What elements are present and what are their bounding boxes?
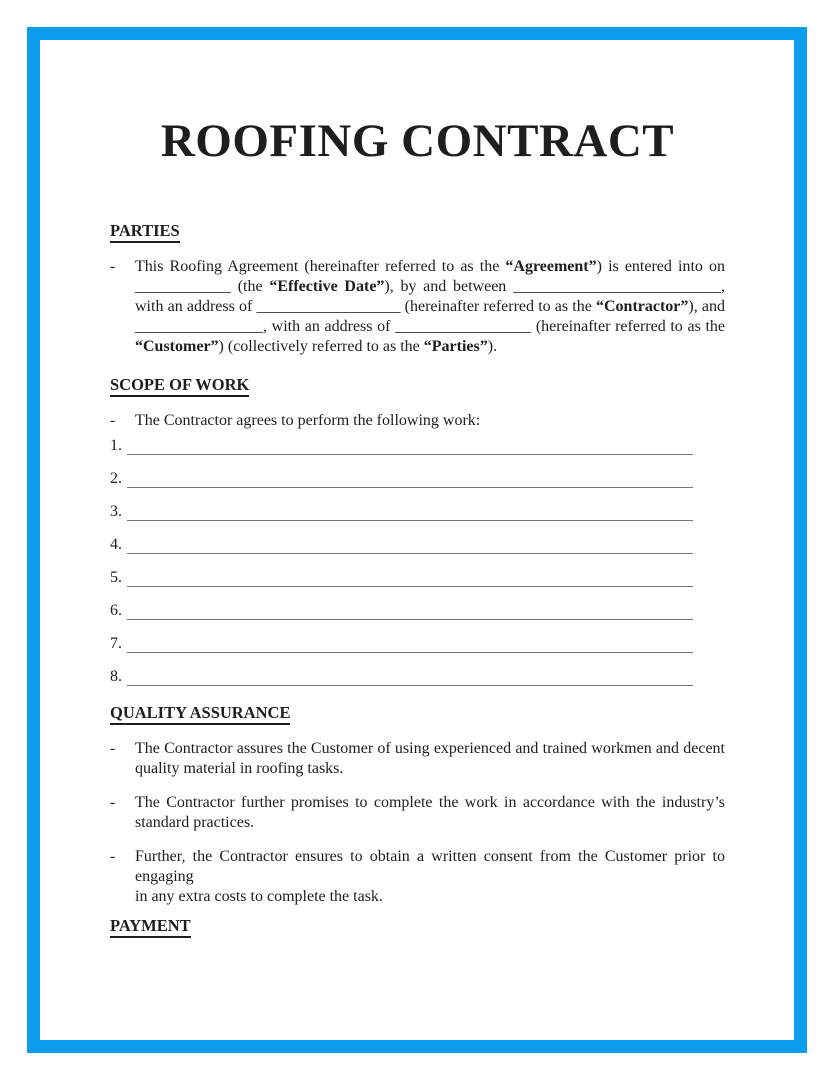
dash-bullet: -: [110, 258, 116, 275]
scope-item-number: 5.: [110, 569, 122, 586]
blank-line: [127, 436, 693, 455]
bullet-text: [135, 793, 725, 833]
bullet-line: quality material in roofing tasks.: [135, 760, 344, 777]
bullet-line: The Contractor assures the Customer of using experienced and trained workmen and decent: [135, 740, 725, 757]
contractor-name-blank: ), by and between __________________________,: [384, 278, 726, 295]
blank-line: [127, 502, 693, 521]
paragraph-segment: ) is entered into on: [596, 258, 725, 275]
paragraph-line: [135, 317, 725, 337]
document-page: [110, 40, 725, 938]
scope-item-row: [110, 535, 693, 554]
blank-line: [127, 667, 693, 686]
parties-paragraph: [110, 257, 725, 357]
scope-item-row: [110, 502, 693, 521]
bullet-line: standard practices.: [135, 814, 255, 831]
defined-term-contractor: “Contractor”: [595, 298, 689, 315]
paragraph-segment: ) (collectively referred to as the: [218, 338, 424, 355]
scope-item-row: [110, 568, 693, 587]
blank-line: [127, 601, 693, 620]
scope-item-number: 4.: [110, 536, 122, 553]
bullet-line: in any extra costs to complete the task.: [135, 888, 383, 905]
scope-item-row: [110, 436, 693, 455]
parties-heading-text: PARTIES: [110, 221, 180, 243]
contractor-address-blank: with an address of __________________ (hereinafter referred to as the: [135, 298, 596, 315]
scope-item-row: [110, 601, 693, 620]
scope-item-row: [110, 634, 693, 653]
payment-section-heading: [110, 916, 725, 938]
paragraph-line: [135, 257, 725, 277]
scope-item-number: 3.: [110, 503, 122, 520]
payment-heading-text: PAYMENT: [110, 916, 191, 938]
scope-intro-text: The Contractor agrees to perform the following work:: [135, 412, 481, 429]
scope-intro: [110, 411, 725, 431]
scope-item-number: 2.: [110, 470, 122, 487]
defined-term-effective-date: “Effective Date”: [269, 278, 385, 295]
scope-item-number: 8.: [110, 668, 122, 685]
scope-section-heading: [110, 375, 725, 397]
bullet-line: The Contractor further promises to complete the work in accordance with the industry’s: [135, 794, 725, 811]
defined-term-agreement: “Agreement”: [505, 258, 597, 275]
quality-bullet: [110, 847, 725, 907]
dash-bullet: -: [110, 794, 116, 811]
quality-bullet: [110, 793, 725, 833]
bullet-text: [135, 739, 725, 779]
effective-date-blank: ____________ (the: [135, 278, 270, 295]
scope-item-row: [110, 469, 693, 488]
blank-line: [127, 535, 693, 554]
paragraph-segment: ).: [487, 338, 498, 355]
paragraph-line: [135, 277, 725, 297]
scope-item-number: 7.: [110, 635, 122, 652]
paragraph-line: [135, 297, 725, 317]
scope-item-row: [110, 667, 693, 686]
paragraph-segment: ), and: [688, 298, 725, 315]
customer-name-address-blank: ________________, with an address of _________________ (hereinafter referred to as the: [135, 318, 725, 335]
parties-section-heading: [110, 221, 725, 243]
parties-paragraph-text: [135, 257, 725, 357]
paragraph-line: [135, 337, 725, 357]
defined-term-parties: “Parties”: [423, 338, 488, 355]
bullet-line: Further, the Contractor ensures to obtain a written consent from the Customer prior to engaging: [135, 848, 725, 885]
blank-line: [127, 634, 693, 653]
blank-line: [127, 568, 693, 587]
quality-heading-text: QUALITY ASSURANCE: [110, 703, 290, 725]
scope-item-number: 1.: [110, 437, 122, 454]
scope-item-number: 6.: [110, 602, 122, 619]
dash-bullet: -: [110, 740, 116, 757]
scope-heading-text: SCOPE OF WORK: [110, 375, 249, 397]
document-title: ROOFING CONTRACT: [160, 115, 675, 167]
bullet-text: [135, 847, 725, 907]
dash-bullet: -: [110, 412, 116, 429]
quality-bullet: [110, 739, 725, 779]
paragraph-segment: This Roofing Agreement (hereinafter referred to as the: [135, 258, 506, 275]
quality-section-heading: [110, 703, 725, 725]
defined-term-customer: “Customer”: [135, 338, 219, 355]
blank-line: [127, 469, 693, 488]
dash-bullet: -: [110, 848, 116, 865]
